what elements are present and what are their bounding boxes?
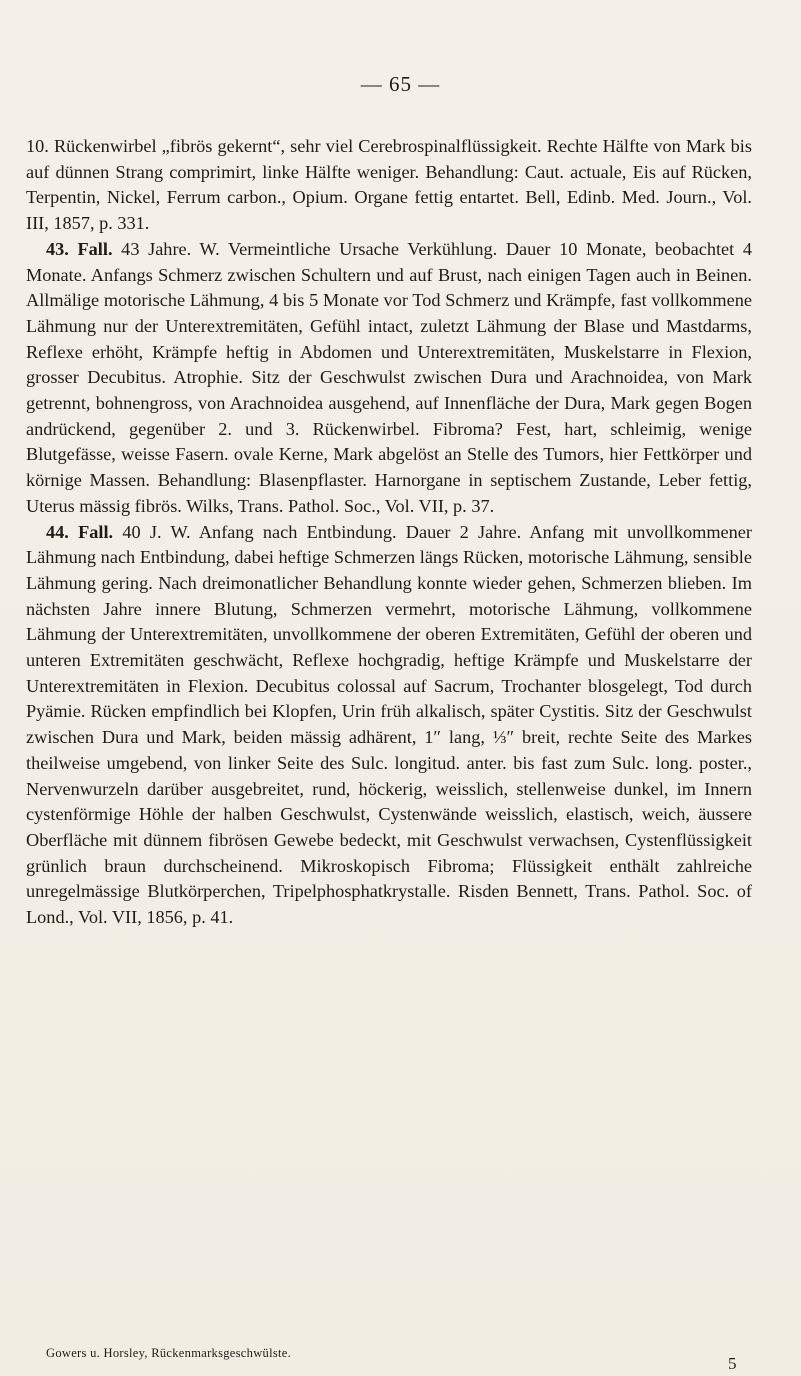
paragraph-text: 40 J. W. Anfang nach Entbindung. Dauer 2 Jahre. Anfang mit unvollkommener Lähmung nach Entbindung, dabei heftige Schmerzen längs Rücken, motorische Lähmung, sensible Lähmung gering. Nach dreimonatlicher Behandlung konnte wieder gehen, Schmerzen blieben. Im nächsten Jahre innere Blutung, Schmerzen vermehrt, motorische Lähmung, vollkommene Lähmung der Unterextremitäten, unvollkommene der oberen Extremitäten, Gefühl der oberen und unteren Extremitäten geschwächt, Reflexe hochgradig, heftige Krämpfe und Muskelstarre der Unterextremitäten in Flexion. Decubitus colossal auf Sacrum, Trochanter blosgelegt, Tod durch Pyämie. Rücken empfindlich bei Klopfen, Urin früh alkalisch, später Cystitis. Sitz der Geschwulst zwischen Dura und Mark, beiden mässig adhärent, 1″ lang, ⅓″ breit, rechte Seite des Markes theilweise umgebend, von linker Seite des Sulc. longitud. anter. bis fast zum Sulc. long. poster., Nervenwurzeln darüber ausgebreitet, rund, höckerig, weisslich, stellenweise dunkel, im Innern cystenförmige Höhle der halben Geschwulst, Cystenwände weisslich, elastisch, weich, äussere Oberfläche mit dünnem fibrösen Gewebe bedeckt, mit Geschwulst verwachsen, Cystenflüssigkeit grünlich braun durchscheinend. Mikroskopisch Fibroma; Flüssigkeit enthält zahlreiche unregelmässige Blutkörperchen, Tripelphosphatkrystalle. Risden Bennett, Trans. Pathol. Soc. of Lond., Vol. VII, 1856, p. 41. [26,521,752,928]
paragraph-case-42-continuation [26,134,752,237]
page-number: — 65 — [360,72,441,96]
case-label: 44. Fall. [46,521,114,542]
running-footer: Gowers u. Horsley, Rückenmarksgeschwülste. [46,1346,292,1360]
paragraph-case-43 [26,237,752,520]
body-text [26,134,752,931]
case-label: 43. Fall. [46,238,113,259]
paragraph-text: 43 Jahre. W. Vermeintliche Ursache Verkühlung. Dauer 10 Monate, beobachtet 4 Monate. Anfangs Schmerz zwischen Schultern und auf Brust, nach einigen Tagen auch in Beinen. Allmälige motorische Lähmung, 4 bis 5 Monate vor Tod Schmerz und Krämpfe, fast vollkommene Lähmung nur der Unterextremitäten, Gefühl intact, zuletzt Lähmung der Blase und Mastdarms, Reflexe erhöht, Krämpfe heftig in Abdomen und Unterextremitäten, Muskelstarre in Flexion, grosser Decubitus. Atrophie. Sitz der Geschwulst zwischen Dura und Arachnoidea, von Mark getrennt, bohnengross, von Arachnoidea ausgehend, auf Innenfläche der Dura, Mark gegen Bogen andrückend, gegenüber 2. und 3. Rückenwirbel. Fibroma? Fest, hart, schleimig, wenige Blutgefässe, weisse Fasern. ovale Kerne, Mark abgelöst an Stelle des Tumors, hier Fettkörper und körnige Massen. Behandlung: Blasenpflaster. Harnorgane in septischem Zustande, Leber fettig, Uterus mässig fibrös. Wilks, Trans. Pathol. Soc., Vol. VII, p. 37. [26,238,753,516]
signature-mark: 5 [728,1354,737,1373]
paragraph-case-44 [26,520,752,931]
paragraph-text: 10. Rückenwirbel „fibrös gekernt“, sehr viel Cerebrospinalflüssigkeit. Rechte Hälfte von Mark bis auf dünnen Strang comprimirt, linke Hälfte weniger. Behandlung: Caut. actuale, Eis auf Rücken, Terpentin, Nickel, Ferrum carbon., Opium. Organe fettig entartet. Bell, Edinb. Med. Journ., Vol. III, 1857, p. 331. [26,136,752,234]
